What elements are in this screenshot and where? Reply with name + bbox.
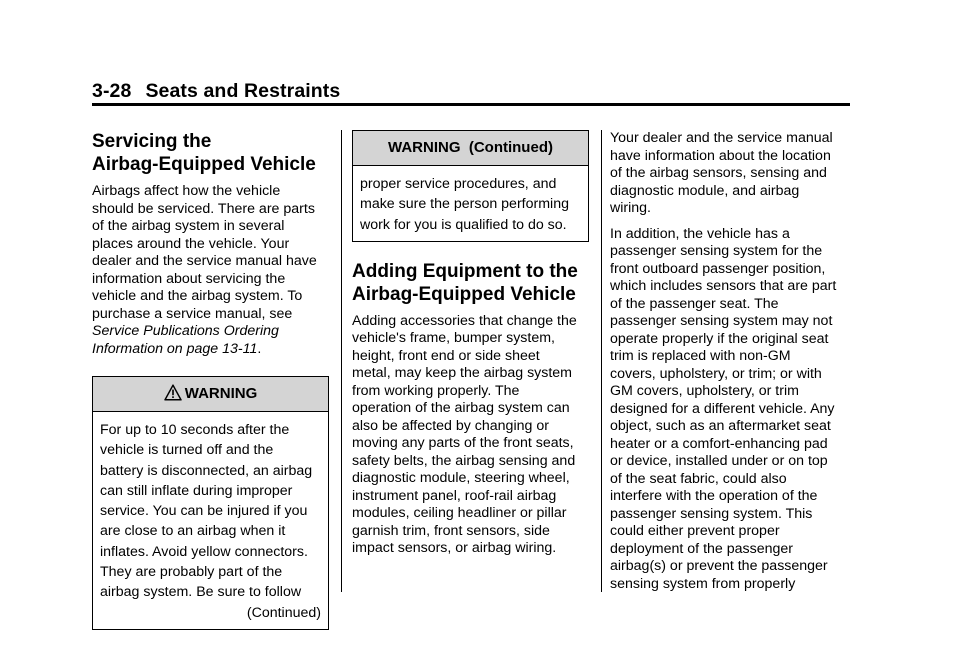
heading-line: Airbag-Equipped Vehicle (352, 283, 576, 305)
passenger-sensing-paragraph (610, 226, 855, 594)
text-line: or device, installed under or on top (610, 453, 828, 469)
warning-line: For up to 10 seconds after the (100, 422, 290, 438)
text-line: height, front end or side sheet (352, 347, 540, 364)
text-line: of the seat fabric, could also (610, 470, 787, 487)
text-line: operation of the airbag system can (352, 400, 570, 417)
warning-line: vehicle is turned off and the (100, 442, 274, 459)
warning-line: service. You can be injured if you (100, 503, 308, 520)
text-line: . (257, 340, 262, 357)
text-line: airbag(s) or prevent the passenger (610, 558, 828, 574)
warning-line: battery is disconnected, an airbag (100, 462, 313, 479)
location-paragraph (610, 130, 855, 218)
warning-continued-box (352, 130, 589, 242)
warning-line: make sure the person performing (360, 196, 569, 213)
text-line: instrument panel, roof-rail airbag (352, 487, 557, 504)
text-line: modules, ceiling headliner or pillar (352, 505, 567, 522)
warning-line: airbag system. Be sure to follow (100, 584, 302, 601)
text-line: also be affected by changing or (352, 417, 549, 434)
text-line: garnish trim, front sensors, side (352, 522, 550, 539)
text-line: information about servicing the (92, 270, 286, 287)
text-line: operate properly if the original seat (610, 330, 829, 347)
text-line: places around the vehicle. Your (92, 235, 290, 252)
heading-line: Airbag-Equipped Vehicle (92, 154, 316, 175)
heading-adding-equipment (352, 260, 592, 306)
warning-line: are close to an airbag when it (100, 523, 286, 540)
text-line: Your dealer and the service manual (610, 130, 833, 146)
text-line: designed for a different vehicle. Any (610, 400, 835, 417)
text-line: of the airbag sensors, sensing and (610, 165, 827, 181)
heading-line: Adding Equipment to the (352, 260, 578, 282)
heading-line: Servicing the (92, 131, 212, 152)
column-3 (610, 130, 855, 593)
text-line: dealer and the service manual have (92, 253, 317, 269)
text-line: of the passenger seat. The (610, 295, 779, 312)
header-rule (92, 103, 850, 106)
warning-body (93, 412, 328, 629)
text-line: front outboard passenger position, (610, 260, 826, 277)
warning-title: WARNING (184, 385, 258, 402)
text-line: vehicle and the airbag system. To (92, 288, 303, 304)
text-line: heater or a comfort-enhancing pad (610, 435, 828, 452)
warning-line: They are probably part of the (100, 564, 283, 581)
text-line: of the airbag system in several (92, 218, 285, 234)
adding-equipment-paragraph (352, 313, 592, 558)
text-line: object, such as an aftermarket seat (610, 418, 831, 434)
text-line: which includes sensors that are part (610, 278, 837, 294)
warning-box (92, 376, 329, 630)
text-line: have information about the location (610, 147, 831, 164)
warning-line: work for you is qualified to do so. (360, 216, 567, 233)
text-line: deployment of the passenger (610, 540, 793, 557)
text-line: purchase a service manual, see (92, 305, 293, 322)
warning-header (93, 377, 328, 412)
text-line: impact sensors, or airbag wiring. (352, 540, 557, 557)
cross-reference-link[interactable]: Information on page 13-11 (92, 340, 258, 357)
text-line: In addition, the vehicle has a (610, 225, 790, 242)
text-line: covers, upholstery, or trim; or with (610, 365, 822, 382)
column-divider-1 (341, 130, 342, 592)
text-line: passenger sensing system. This (610, 505, 813, 522)
text-line: metal, may keep the airbag system (352, 365, 573, 382)
section-title: Seats and Restraints (145, 80, 341, 102)
text-line: passenger sensing system for the (610, 243, 823, 259)
warning-line: inflates. Avoid yellow connectors. (100, 543, 308, 560)
text-line: from working properly. The (352, 382, 520, 399)
text-line: Airbags affect how the vehicle (92, 183, 281, 199)
text-line: vehicle's frame, bumper system, (352, 330, 555, 347)
page-number: 3-28 (92, 80, 132, 102)
column-2 (352, 130, 592, 558)
warning-continued-body (353, 166, 588, 241)
page-header (92, 80, 340, 103)
warning-line: can still inflate during improper (100, 482, 293, 499)
text-line: trim is replaced with non-GM (610, 348, 791, 364)
text-line: interfere with the operation of the (610, 488, 818, 504)
text-line: wiring. (610, 200, 651, 216)
servicing-paragraph (92, 183, 332, 358)
text-line: GM covers, upholstery, or trim (610, 383, 799, 399)
column-divider-2 (601, 130, 602, 592)
text-line: Adding accessories that change the (352, 312, 577, 329)
text-line: safety belts, the airbag sensing and (352, 452, 576, 469)
text-line: sensing system from properly (610, 575, 796, 592)
continued-label: (Continued) (246, 604, 321, 621)
text-line: should be serviced. There are parts (92, 200, 315, 217)
text-line: diagnostic module, and airbag (610, 182, 800, 199)
warning-triangle-icon (164, 384, 182, 401)
text-line: passenger sensing system may not (610, 313, 833, 329)
heading-servicing (92, 130, 332, 176)
column-1 (92, 130, 332, 630)
text-line: diagnostic module, steering wheel, (352, 470, 570, 487)
text-line: moving any parts of the front seats, (352, 435, 574, 452)
cross-reference-link[interactable]: Service Publications Ordering (92, 323, 279, 339)
warning-line: proper service procedures, and (360, 176, 557, 192)
text-line: could either prevent proper (610, 523, 780, 539)
warning-continued-header: WARNING (Continued) (353, 131, 588, 166)
